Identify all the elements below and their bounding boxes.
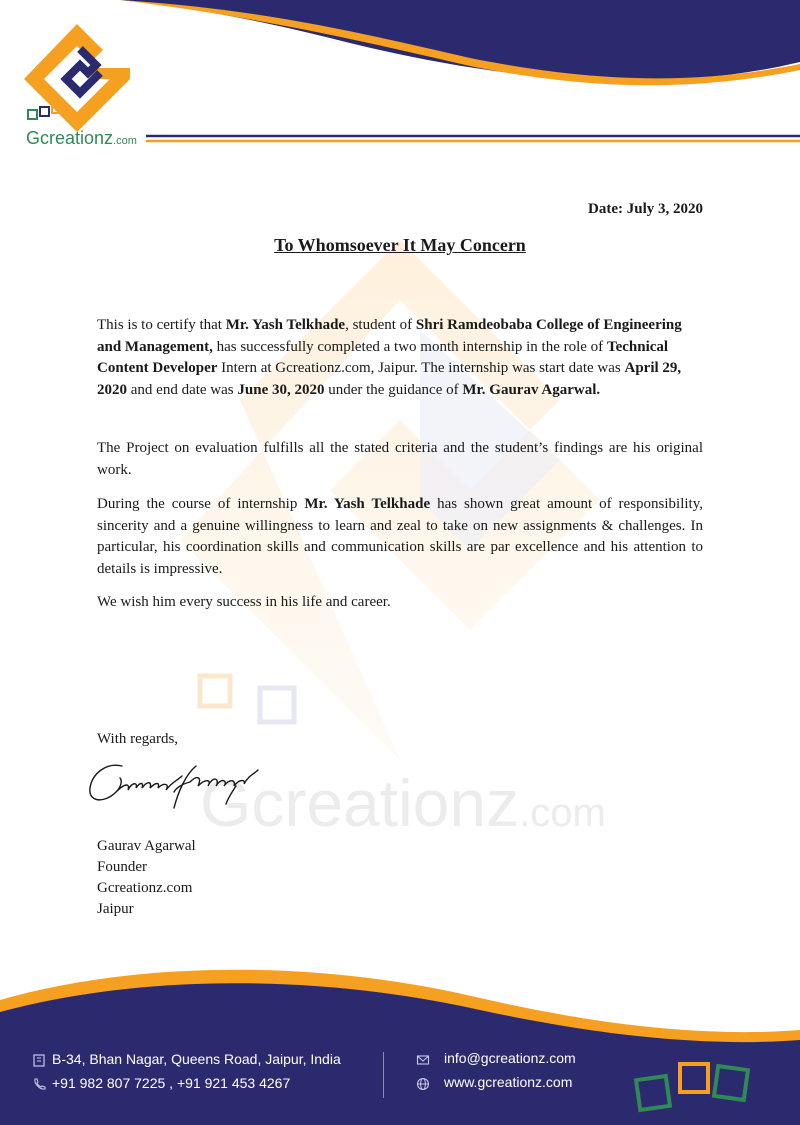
paragraph-certification: This is to certify that Mr. Yash Telkhade, student of Shri Ramdeobaba College of Engineering and Management, has successfully completed a two month internship in the role of Technical Content Developer Intern at Gcreationz.com, Jaipur. The internship was start date was April 29, 2020 and end date was June 30, 2020 under the guidance of Mr. Gaurav Agarwal. [97, 317, 682, 398]
company-logo [22, 22, 132, 132]
watermark-brand: Gcreationz.com [200, 766, 606, 840]
signature [86, 752, 286, 812]
signatory-name: Gaurav Agarwal [97, 838, 196, 854]
signatory-title: Founder [97, 859, 147, 875]
paragraph-conduct: During the course of internship Mr. Yash Telkhade has shown great amount of responsibility, sincerity and a genuine willingness to learn and zeal to take on new assignments & challenges. In particular, his coordination skills and communication skills are par excellence and his attention to details is impressive. [97, 496, 703, 577]
paragraph-evaluation: The Project on evaluation fulfills all the stated criteria and the student’s findings are his original work. [97, 440, 703, 478]
brand-name: Gcreationz.com [26, 128, 137, 148]
footer-email[interactable]: info@gcreationz.com [444, 1050, 576, 1066]
signatory-city: Jaipur [97, 901, 134, 917]
globe-icon [416, 1077, 430, 1091]
mail-icon [416, 1053, 430, 1067]
footer-band [0, 950, 800, 1125]
footer-phone: +91 982 807 7225 , +91 921 453 4267 [52, 1075, 291, 1091]
building-icon [32, 1053, 46, 1067]
footer-website[interactable]: www.gcreationz.com [444, 1074, 573, 1090]
signatory-company: Gcreationz.com [97, 880, 193, 896]
letter-date: Date: July 3, 2020 [588, 201, 703, 217]
signatory-block [97, 836, 196, 920]
footer-divider [383, 1052, 384, 1098]
closing: With regards, [97, 731, 179, 747]
footer-address: B-34, Bhan Nagar, Queens Road, Jaipur, India [52, 1051, 341, 1067]
phone-icon [32, 1077, 46, 1091]
paragraph-wishes: We wish him every success in his life and career. [97, 594, 391, 610]
letter-subject: To Whomsoever It May Concern [274, 235, 526, 255]
